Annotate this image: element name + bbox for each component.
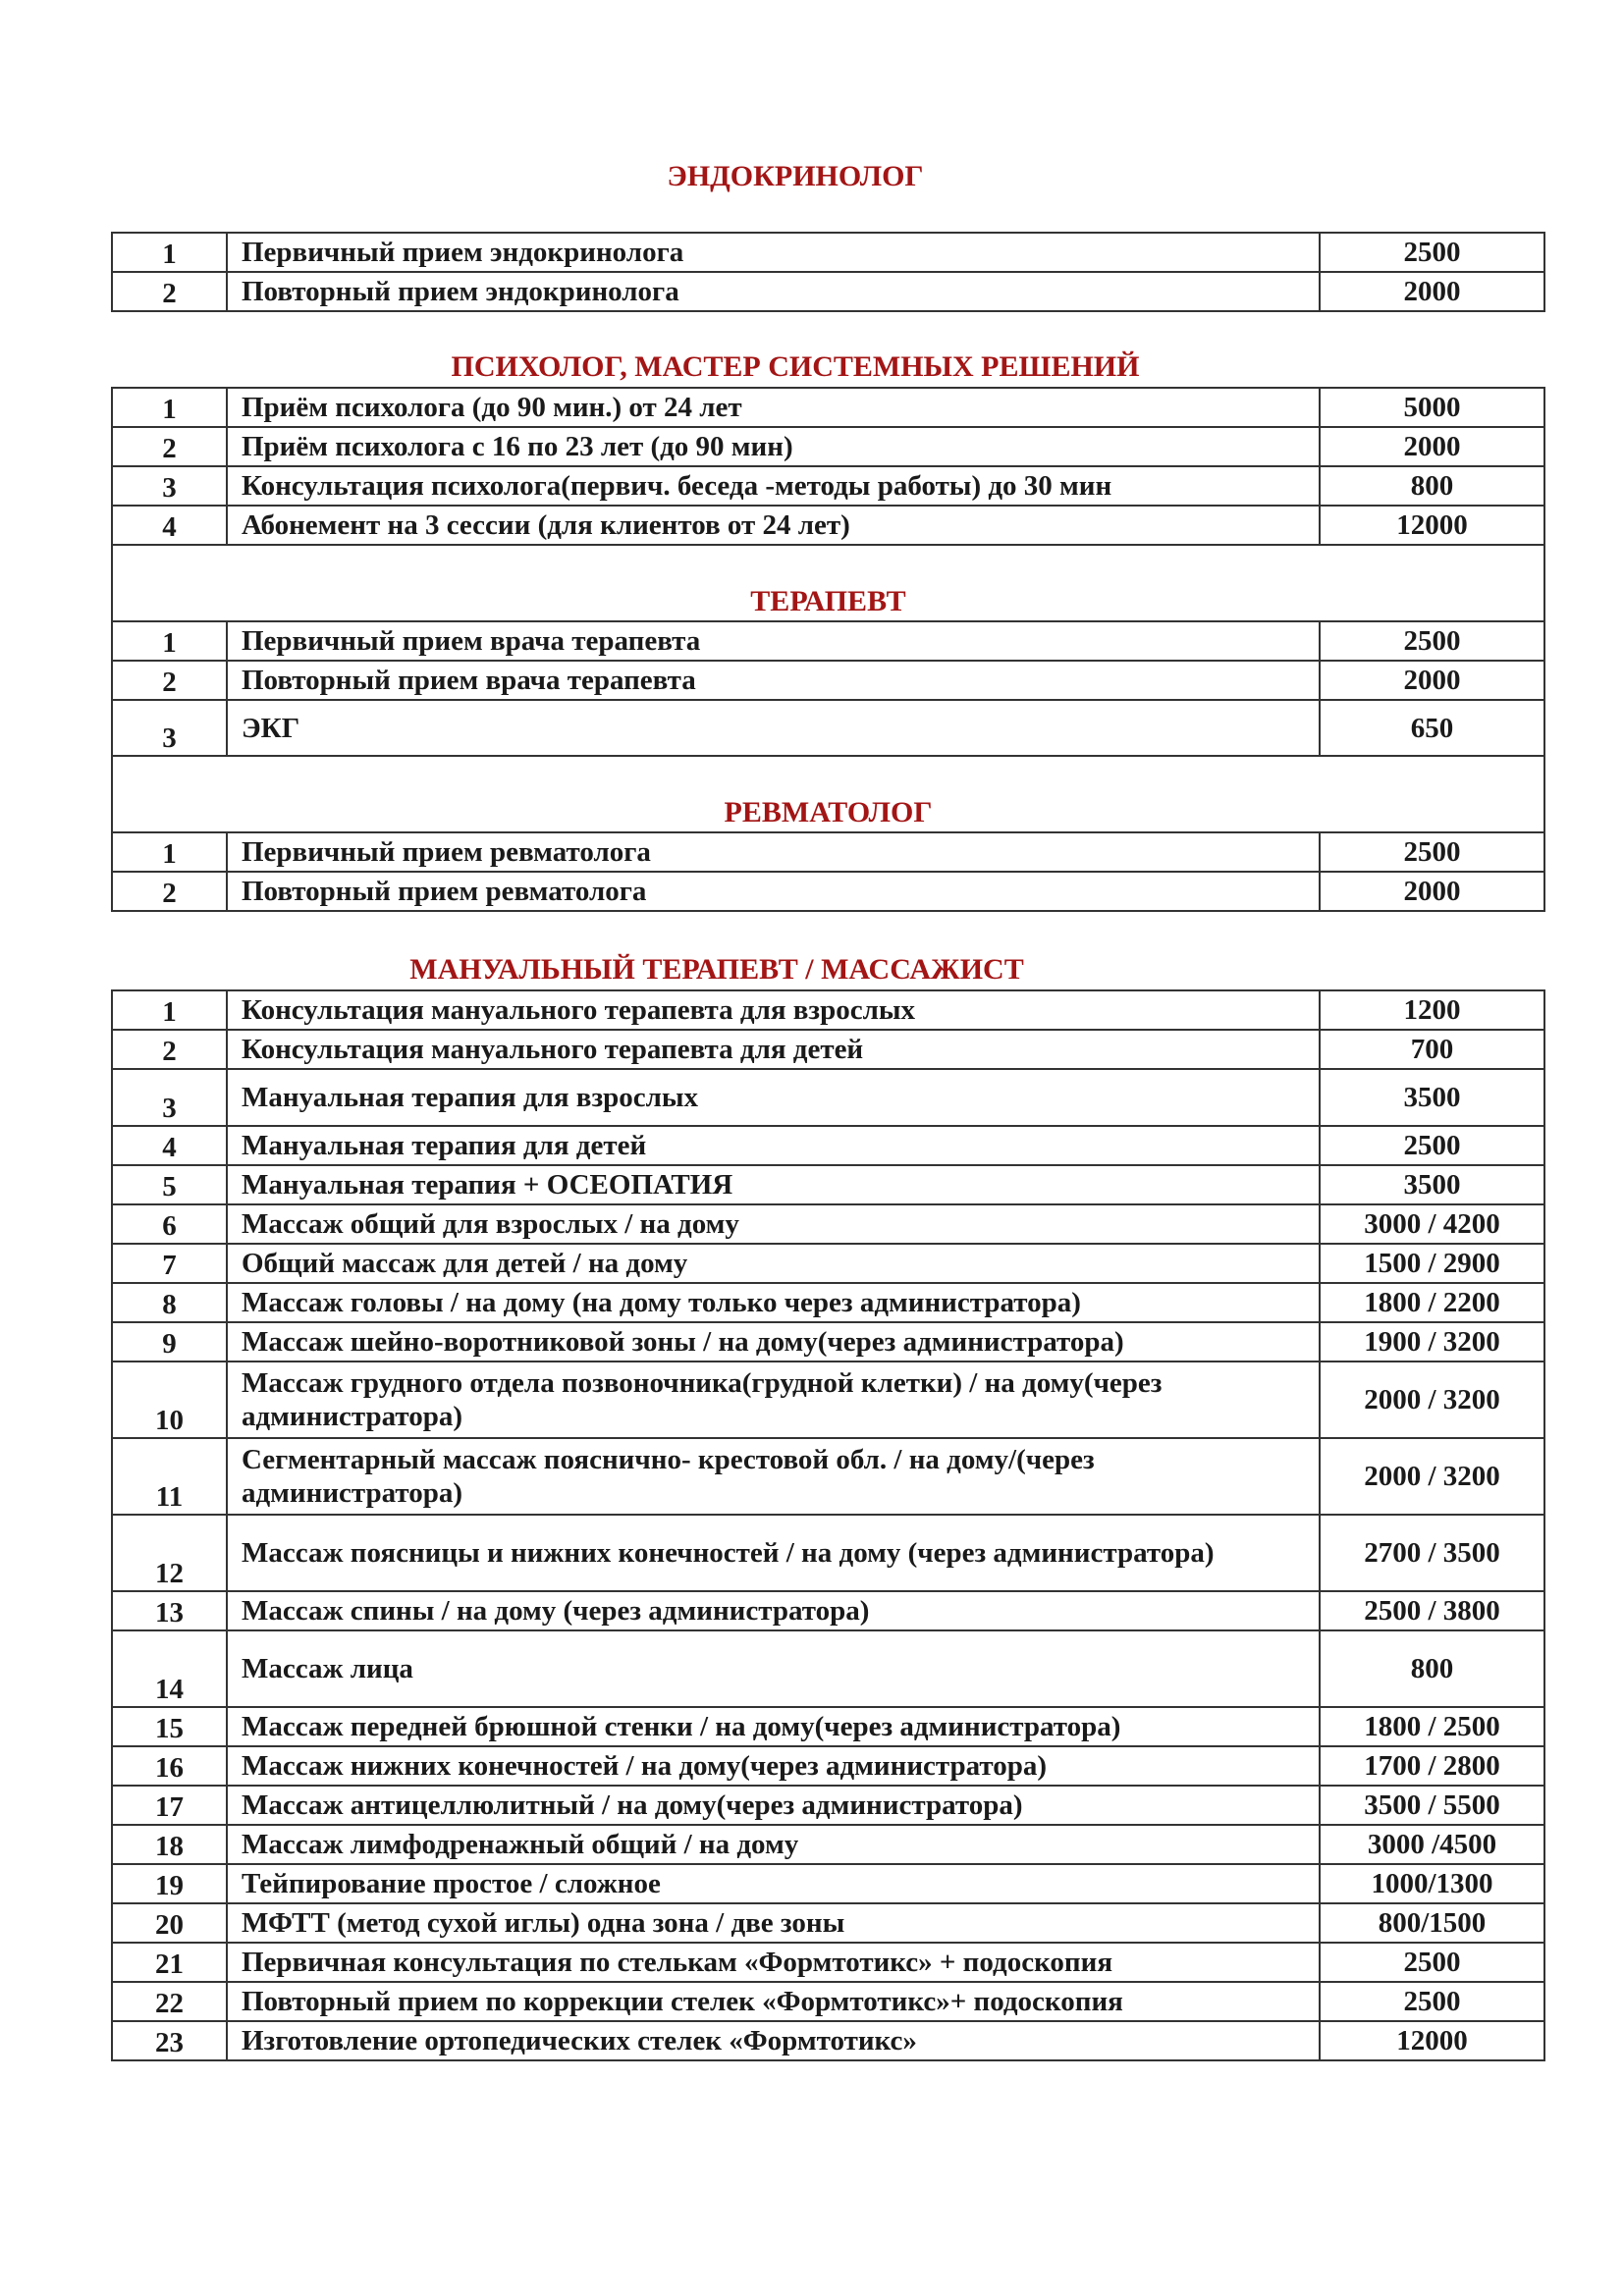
service-price: 2700 / 3500 [1320, 1515, 1544, 1591]
service-name: Тейпирование простое / сложное [227, 1864, 1320, 1903]
service-price: 1800 / 2500 [1320, 1707, 1544, 1746]
service-name: Повторный прием эндокринолога [227, 272, 1320, 311]
row-number: 1 [112, 388, 227, 427]
row-number: 6 [112, 1204, 227, 1244]
table-row [112, 1322, 1544, 1362]
service-price: 800 [1320, 1630, 1544, 1707]
service-price: 3500 [1320, 1165, 1544, 1204]
table-row [112, 621, 1544, 661]
row-number: 11 [112, 1438, 227, 1515]
service-price: 2000 [1320, 427, 1544, 466]
table-row [112, 1069, 1544, 1126]
service-price: 2500 [1320, 832, 1544, 872]
service-name: Массаж общий для взрослых / на дому [227, 1204, 1320, 1244]
row-number: 4 [112, 506, 227, 545]
table-row [112, 233, 1544, 272]
section-header-row [112, 756, 1544, 832]
table-row [112, 466, 1544, 506]
row-number: 2 [112, 872, 227, 911]
row-number: 10 [112, 1362, 227, 1438]
table-row [112, 832, 1544, 872]
row-number: 2 [112, 272, 227, 311]
row-number: 13 [112, 1591, 227, 1630]
service-name: Общий массаж для детей / на дому [227, 1244, 1320, 1283]
service-name: Мануальная терапия для детей [227, 1126, 1320, 1165]
table-row [112, 388, 1544, 427]
row-number: 8 [112, 1283, 227, 1322]
service-name: Массаж антицеллюлитный / на дому(через администратора) [227, 1786, 1320, 1825]
table-row [112, 872, 1544, 911]
service-price: 3500 [1320, 1069, 1544, 1126]
row-number: 1 [112, 621, 227, 661]
service-price: 2000 [1320, 661, 1544, 700]
row-number: 9 [112, 1322, 227, 1362]
service-price: 800/1500 [1320, 1903, 1544, 1943]
table-row [112, 1825, 1544, 1864]
table-row [112, 990, 1544, 1030]
row-number: 17 [112, 1786, 227, 1825]
row-number: 14 [112, 1630, 227, 1707]
service-name: Массаж головы / на дому (на дому только через администратора) [227, 1283, 1320, 1322]
row-number: 16 [112, 1746, 227, 1786]
service-price: 2000 [1320, 872, 1544, 911]
table-row [112, 700, 1544, 756]
service-price: 5000 [1320, 388, 1544, 427]
row-number: 1 [112, 233, 227, 272]
row-number: 4 [112, 1126, 227, 1165]
service-price: 2000 / 3200 [1320, 1362, 1544, 1438]
table-row [112, 1165, 1544, 1204]
section-title-manual-therapist: МАНУАЛЬНЫЙ ТЕРАПЕВТ / МАССАЖИСТ [409, 953, 1024, 986]
table-row [112, 1982, 1544, 2021]
service-name: Массаж грудного отдела позвоночника(грудной клетки) / на дому(через администратора) [227, 1362, 1320, 1438]
service-price: 700 [1320, 1030, 1544, 1069]
service-price: 1800 / 2200 [1320, 1283, 1544, 1322]
table-row [112, 1943, 1544, 1982]
row-number: 22 [112, 1982, 227, 2021]
service-price: 1500 / 2900 [1320, 1244, 1544, 1283]
service-price: 1000/1300 [1320, 1864, 1544, 1903]
service-name: Изготовление ортопедических стелек «Формтотикс» [227, 2021, 1320, 2060]
table-row [112, 1903, 1544, 1943]
row-number: 21 [112, 1943, 227, 1982]
section-header-row [112, 545, 1544, 621]
table-row [112, 2021, 1544, 2060]
service-price: 2500 [1320, 1982, 1544, 2021]
service-name: Сегментарный массаж пояснично- крестовой обл. / на дому/(через администратора) [227, 1438, 1320, 1515]
table-row [112, 1030, 1544, 1069]
table-row [112, 1515, 1544, 1591]
service-name: Повторный прием ревматолога [227, 872, 1320, 911]
section-title-endocrinologist: ЭНДОКРИНОЛОГ [667, 160, 924, 192]
service-price: 2500 [1320, 621, 1544, 661]
service-name: Повторный прием врача терапевта [227, 661, 1320, 700]
service-name: Приём психолога (до 90 мин.) от 24 лет [227, 388, 1320, 427]
service-name: Массаж спины / на дому (через администратора) [227, 1591, 1320, 1630]
table-row [112, 1630, 1544, 1707]
table-row [112, 661, 1544, 700]
row-number: 1 [112, 990, 227, 1030]
row-number: 23 [112, 2021, 227, 2060]
service-price: 2500 [1320, 1126, 1544, 1165]
section-title-psychologist: ПСИХОЛОГ, МАСТЕР СИСТЕМНЫХ РЕШЕНИЙ [451, 350, 1140, 383]
row-number: 3 [112, 466, 227, 506]
service-price: 2500 / 3800 [1320, 1591, 1544, 1630]
table-row [112, 1126, 1544, 1165]
table-endocrinologist [111, 232, 1545, 312]
table-row [112, 1864, 1544, 1903]
row-number: 18 [112, 1825, 227, 1864]
row-number: 15 [112, 1707, 227, 1746]
service-price: 3000 / 4200 [1320, 1204, 1544, 1244]
service-price: 1700 / 2800 [1320, 1746, 1544, 1786]
service-name: Массаж шейно-воротниковой зоны / на дому(через администратора) [227, 1322, 1320, 1362]
service-name: Абонемент на 3 сессии (для клиентов от 24 лет) [227, 506, 1320, 545]
table-row [112, 1746, 1544, 1786]
service-price: 650 [1320, 700, 1544, 756]
service-price: 800 [1320, 466, 1544, 506]
table-psychologist-therapist-rheumatologist [111, 387, 1545, 912]
service-name: Массаж лица [227, 1630, 1320, 1707]
table-row [112, 1283, 1544, 1322]
service-price: 1200 [1320, 990, 1544, 1030]
service-price: 1900 / 3200 [1320, 1322, 1544, 1362]
service-name: Массаж поясницы и нижних конечностей / на дому (через администратора) [227, 1515, 1320, 1591]
service-name: Первичный прием ревматолога [227, 832, 1320, 872]
table-row [112, 1204, 1544, 1244]
row-number: 2 [112, 427, 227, 466]
row-number: 5 [112, 1165, 227, 1204]
row-number: 12 [112, 1515, 227, 1591]
service-name: Первичный прием эндокринолога [227, 233, 1320, 272]
row-number: 3 [112, 1069, 227, 1126]
service-price: 12000 [1320, 2021, 1544, 2060]
service-price: 2000 [1320, 272, 1544, 311]
service-name: Мануальная терапия + ОСЕОПАТИЯ [227, 1165, 1320, 1204]
service-price: 3500 / 5500 [1320, 1786, 1544, 1825]
table-row [112, 1438, 1544, 1515]
table-row [112, 1707, 1544, 1746]
service-name: Консультация мануального терапевта для детей [227, 1030, 1320, 1069]
table-row [112, 1362, 1544, 1438]
service-name: Массаж передней брюшной стенки / на дому(через администратора) [227, 1707, 1320, 1746]
table-row [112, 506, 1544, 545]
row-number: 3 [112, 700, 227, 756]
service-name: Консультация психолога(первич. беседа -методы работы) до 30 мин [227, 466, 1320, 506]
service-name: Приём психолога с 16 по 23 лет (до 90 мин) [227, 427, 1320, 466]
row-number: 19 [112, 1864, 227, 1903]
service-price: 3000 /4500 [1320, 1825, 1544, 1864]
section-title-rheumatologist: РЕВМАТОЛОГ [112, 756, 1544, 832]
table-row [112, 1244, 1544, 1283]
table-row [112, 1591, 1544, 1630]
service-name: Мануальная терапия для взрослых [227, 1069, 1320, 1126]
service-name: Консультация мануального терапевта для взрослых [227, 990, 1320, 1030]
service-name: Первичная консультация по стелькам «Формтотикс» + подоскопия [227, 1943, 1320, 1982]
row-number: 2 [112, 661, 227, 700]
service-name: Первичный прием врача терапевта [227, 621, 1320, 661]
row-number: 20 [112, 1903, 227, 1943]
service-price: 2500 [1320, 1943, 1544, 1982]
service-name: МФТТ (метод сухой иглы) одна зона / две зоны [227, 1903, 1320, 1943]
table-row [112, 1786, 1544, 1825]
row-number: 2 [112, 1030, 227, 1069]
service-name: Повторный прием по коррекции стелек «Формтотикс»+ подоскопия [227, 1982, 1320, 2021]
service-name: ЭКГ [227, 700, 1320, 756]
row-number: 1 [112, 832, 227, 872]
table-row [112, 272, 1544, 311]
section-title-therapist: ТЕРАПЕВТ [112, 545, 1544, 621]
service-name: Массаж лимфодренажный общий / на дому [227, 1825, 1320, 1864]
table-manual-therapist [111, 989, 1545, 2061]
service-price: 2000 / 3200 [1320, 1438, 1544, 1515]
service-price: 2500 [1320, 233, 1544, 272]
table-row [112, 427, 1544, 466]
row-number: 7 [112, 1244, 227, 1283]
service-name: Массаж нижних конечностей / на дому(через администратора) [227, 1746, 1320, 1786]
service-price: 12000 [1320, 506, 1544, 545]
